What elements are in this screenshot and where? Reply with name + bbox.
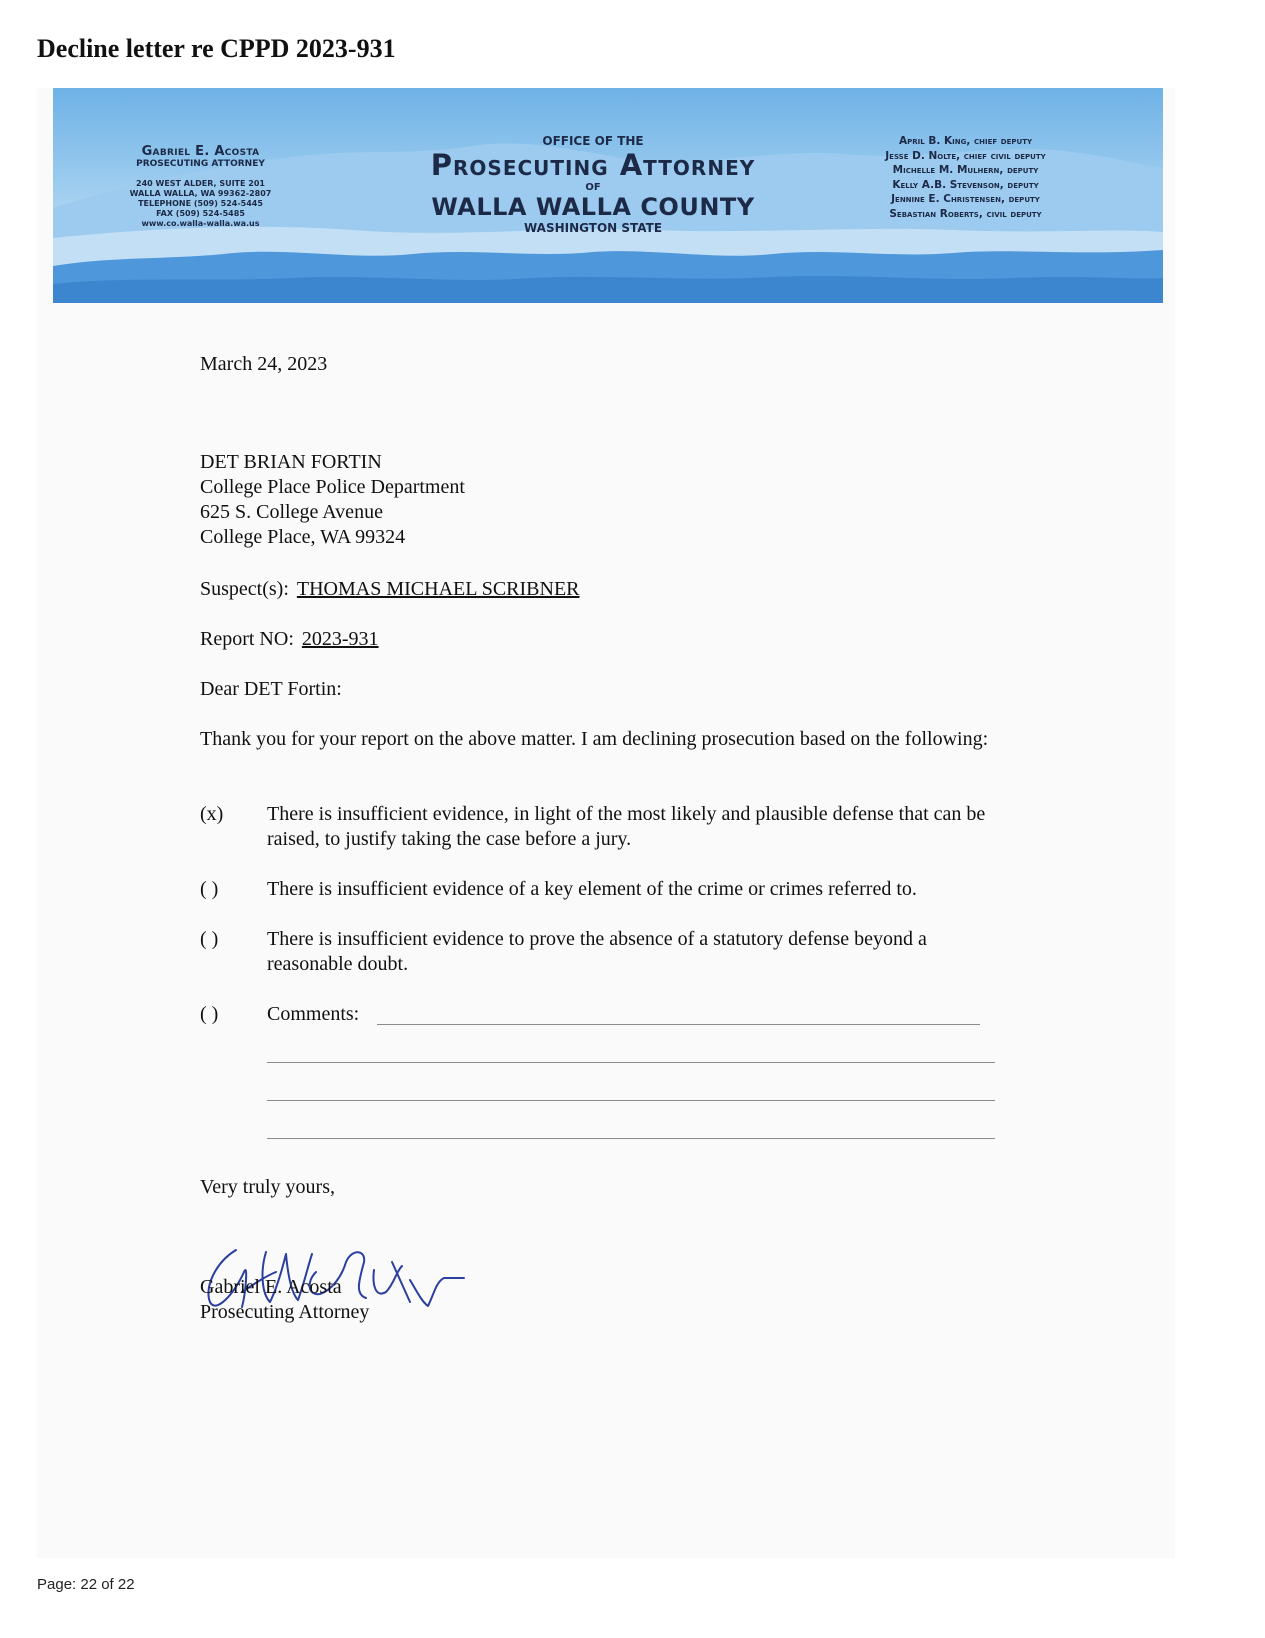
deputy-entry: Michelle M. Mulhern, deputy (892, 164, 1039, 176)
deputy-entry: Sebastian Roberts, civil deputy (889, 207, 1042, 220)
of-label: OF (585, 182, 601, 193)
comments-line (377, 1024, 980, 1025)
suspect-label: Suspect(s): (200, 578, 289, 600)
recipient-address (200, 450, 465, 550)
attorney-title: PROSECUTING ATTORNEY (136, 159, 265, 169)
option-checkbox: (x) (200, 803, 224, 825)
attorney-name: Gabriel E. Acosta (141, 144, 260, 159)
state-name: WASHINGTON STATE (523, 221, 663, 235)
signer-block (200, 1275, 369, 1325)
recipient-line: College Place Police Department (200, 476, 465, 498)
recipient-line: 625 S. College Avenue (200, 501, 383, 523)
letter-date: March 24, 2023 (200, 353, 328, 375)
letterhead-banner (53, 88, 1163, 303)
option-text: There is insufficient evidence, in light of the most likely and plausible defense that can be raised, to justify taking the case before a jury. (267, 803, 986, 850)
deputy-entry: Kelly A.B. Stevenson, deputy (892, 178, 1039, 191)
deputies-list (858, 134, 1073, 221)
website-link[interactable]: www.co.walla-walla.wa.us (141, 219, 260, 228)
option-checkbox: ( ) (200, 928, 219, 950)
comments-line (267, 1062, 995, 1063)
signer-title: Prosecuting Attorney (200, 1301, 370, 1323)
report-value: 2023-931 (301, 628, 379, 650)
address-line: WALLA WALLA, WA 99362-2807 (129, 189, 272, 198)
attorney-contact-block (113, 144, 288, 229)
intro-paragraph: Thank you for your report on the above matter. I am declining prosecution based on the following: (200, 728, 989, 750)
comments-label: Comments: (267, 1003, 360, 1025)
address-line: TELEPHONE (509) 524-5445 (138, 199, 263, 208)
option-checkbox: ( ) (200, 878, 219, 900)
recipient-line: College Place, WA 99324 (200, 526, 406, 548)
suspect-line (200, 577, 580, 602)
closing: Very truly yours, (200, 1176, 335, 1198)
option-checkbox: ( ) (200, 1003, 219, 1025)
option-text: There is insufficient evidence of a key element of the crime or crimes referred to. (267, 878, 917, 900)
address-line: 240 WEST ALDER, SUITE 201 (136, 179, 265, 188)
option-text: There is insufficient evidence to prove the absence of a statutory defense beyond a reasonable doubt. (267, 928, 927, 975)
office-of-the: OFFICE OF THE (542, 134, 644, 148)
deputy-entry: Jennine E. Christensen, deputy (891, 193, 1040, 205)
county-name: WALLA WALLA COUNTY (431, 193, 755, 221)
report-line (200, 627, 379, 652)
suspect-value: THOMAS MICHAEL SCRIBNER (296, 578, 580, 600)
office-heading (373, 134, 813, 235)
address-line: FAX (509) 524-5485 (156, 209, 245, 218)
recipient-line: DET BRIAN FORTIN (200, 451, 382, 473)
comments-line (267, 1138, 995, 1139)
office-name: Prosecuting Attorney (430, 148, 756, 182)
page-number: Page: 22 of 22 (37, 1576, 135, 1593)
document-title: Decline letter re CPPD 2023-931 (37, 34, 396, 63)
signer-name: Gabriel E. Acosta (200, 1276, 342, 1298)
deputy-entry: Jesse D. Nolte, chief civil deputy (885, 149, 1046, 162)
salutation: Dear DET Fortin: (200, 678, 342, 700)
report-label: Report NO: (200, 628, 294, 650)
comments-line (267, 1100, 995, 1101)
deputy-entry: April B. King, chief deputy (898, 135, 1033, 147)
